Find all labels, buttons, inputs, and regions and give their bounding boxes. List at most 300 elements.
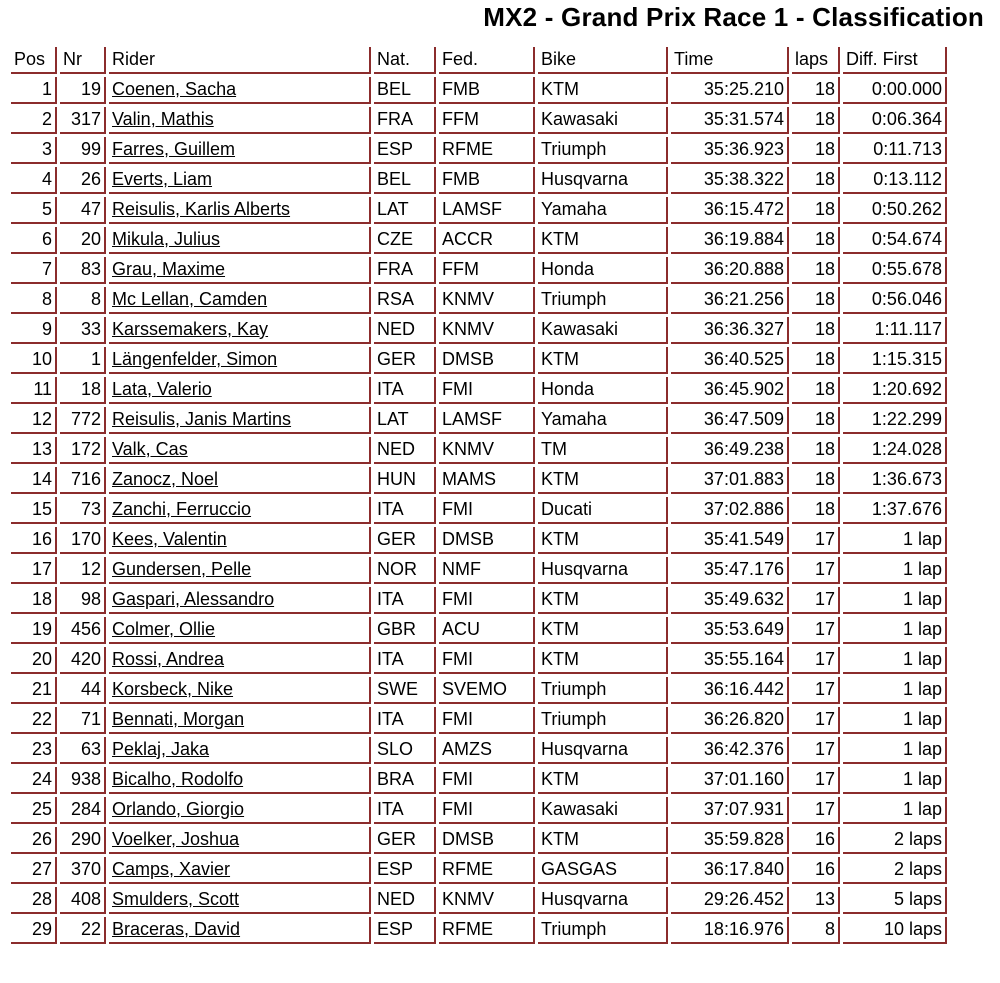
rider-link[interactable]: Zanchi, Ferruccio [112,499,252,519]
rider-link[interactable]: Zanocz, Noel [112,469,219,489]
cell-nat: LAT [374,197,436,224]
cell-laps: 8 [792,917,840,944]
cell-nat: ITA [374,587,436,614]
rider-link[interactable]: Lata, Valerio [112,379,212,399]
cell-pos: 15 [11,497,57,524]
cell-fed: FMI [439,647,535,674]
cell-nr: 44 [60,677,106,704]
rider-link[interactable]: Rossi, Andrea [112,649,225,669]
rider-link[interactable]: Reisulis, Janis Martins [112,409,292,429]
cell-fed: ACCR [439,227,535,254]
cell-laps: 18 [792,107,840,134]
cell-pos: 14 [11,467,57,494]
cell-nat: ITA [374,797,436,824]
table-row [11,587,947,614]
cell-rider [109,317,371,344]
cell-bike: Yamaha [538,197,668,224]
cell-rider [109,917,371,944]
rider-link[interactable]: Coenen, Sacha [112,79,237,99]
table-row [11,887,947,914]
cell-rider [109,347,371,374]
table-header-row [11,47,947,74]
table-row [11,737,947,764]
cell-bike: Yamaha [538,407,668,434]
table-row [11,197,947,224]
rider-link[interactable]: Valin, Mathis [112,109,214,129]
cell-fed: RFME [439,137,535,164]
rider-link[interactable]: Everts, Liam [112,169,213,189]
cell-laps: 16 [792,857,840,884]
cell-nr: 772 [60,407,106,434]
cell-fed: FMI [439,377,535,404]
cell-fed: SVEMO [439,677,535,704]
cell-laps: 13 [792,887,840,914]
cell-nat: ITA [374,497,436,524]
cell-fed: FMB [439,167,535,194]
cell-bike: Husqvarna [538,887,668,914]
rider-link[interactable]: Peklaj, Jaka [112,739,210,759]
cell-rider [109,527,371,554]
cell-diff: 1 lap [843,767,947,794]
cell-laps: 18 [792,137,840,164]
cell-time: 35:31.574 [671,107,789,134]
cell-rider [109,677,371,704]
rider-link[interactable]: Mikula, Julius [112,229,221,249]
cell-nr: 370 [60,857,106,884]
cell-rider [109,767,371,794]
table-row [11,467,947,494]
cell-bike: Kawasaki [538,317,668,344]
table-row [11,857,947,884]
cell-nat: GER [374,347,436,374]
cell-nr: 420 [60,647,106,674]
cell-time: 36:42.376 [671,737,789,764]
cell-nat: FRA [374,257,436,284]
cell-diff: 0:11.713 [843,137,947,164]
cell-bike: GASGAS [538,857,668,884]
table-row [11,827,947,854]
cell-nr: 12 [60,557,106,584]
cell-diff: 1:15.315 [843,347,947,374]
cell-diff: 1:20.692 [843,377,947,404]
cell-nr: 47 [60,197,106,224]
cell-nr: 18 [60,377,106,404]
cell-time: 35:55.164 [671,647,789,674]
cell-pos: 22 [11,707,57,734]
cell-diff: 1 lap [843,617,947,644]
cell-nat: ESP [374,137,436,164]
cell-rider [109,857,371,884]
cell-nat: LAT [374,407,436,434]
cell-fed: AMZS [439,737,535,764]
cell-bike: Honda [538,377,668,404]
cell-nat: ITA [374,647,436,674]
cell-fed: RFME [439,917,535,944]
cell-pos: 27 [11,857,57,884]
column-header-rider: Rider [109,47,371,74]
cell-nr: 408 [60,887,106,914]
table-row [11,767,947,794]
cell-bike: Kawasaki [538,107,668,134]
cell-laps: 18 [792,197,840,224]
cell-bike: Triumph [538,707,668,734]
cell-time: 35:53.649 [671,617,789,644]
cell-time: 37:01.883 [671,467,789,494]
cell-fed: FMI [439,797,535,824]
cell-rider [109,437,371,464]
rider-link[interactable]: Grau, Maxime [112,259,226,279]
cell-nr: 71 [60,707,106,734]
cell-nat: BEL [374,77,436,104]
cell-bike: KTM [538,767,668,794]
cell-fed: FMI [439,497,535,524]
cell-rider [109,107,371,134]
cell-diff: 1 lap [843,647,947,674]
rider-link[interactable]: Voelker, Joshua [112,829,240,849]
rider-link[interactable]: Smulders, Scott [112,889,240,909]
cell-time: 36:15.472 [671,197,789,224]
cell-bike: Triumph [538,137,668,164]
cell-diff: 0:55.678 [843,257,947,284]
cell-time: 36:26.820 [671,707,789,734]
column-header-nat: Nat. [374,47,436,74]
cell-pos: 7 [11,257,57,284]
cell-laps: 18 [792,467,840,494]
cell-fed: RFME [439,857,535,884]
cell-pos: 29 [11,917,57,944]
cell-nat: BRA [374,767,436,794]
cell-pos: 5 [11,197,57,224]
rider-link[interactable]: Kees, Valentin [112,529,227,549]
cell-rider [109,617,371,644]
table-row [11,677,947,704]
cell-nat: FRA [374,107,436,134]
cell-laps: 17 [792,647,840,674]
cell-fed: FMI [439,587,535,614]
table-row [11,227,947,254]
cell-laps: 18 [792,77,840,104]
cell-laps: 18 [792,347,840,374]
cell-nr: 99 [60,137,106,164]
rider-link[interactable]: Karssemakers, Kay [112,319,269,339]
cell-time: 37:02.886 [671,497,789,524]
cell-bike: Triumph [538,917,668,944]
cell-nr: 456 [60,617,106,644]
cell-fed: FMI [439,767,535,794]
cell-time: 35:25.210 [671,77,789,104]
cell-laps: 17 [792,707,840,734]
table-row [11,647,947,674]
cell-fed: DMSB [439,347,535,374]
table-body [11,77,947,944]
cell-laps: 17 [792,737,840,764]
cell-laps: 18 [792,407,840,434]
column-header-diff: Diff. First [843,47,947,74]
cell-rider [109,737,371,764]
cell-nat: NOR [374,557,436,584]
cell-fed: DMSB [439,827,535,854]
cell-pos: 3 [11,137,57,164]
cell-nat: ESP [374,917,436,944]
cell-rider [109,197,371,224]
cell-time: 29:26.452 [671,887,789,914]
cell-pos: 21 [11,677,57,704]
cell-time: 35:49.632 [671,587,789,614]
cell-pos: 2 [11,107,57,134]
cell-rider [109,647,371,674]
cell-time: 35:36.923 [671,137,789,164]
cell-nr: 98 [60,587,106,614]
cell-rider [109,707,371,734]
cell-pos: 24 [11,767,57,794]
cell-time: 35:47.176 [671,557,789,584]
cell-pos: 17 [11,557,57,584]
cell-rider [109,227,371,254]
table-row [11,107,947,134]
cell-nat: HUN [374,467,436,494]
cell-nr: 1 [60,347,106,374]
cell-time: 36:17.840 [671,857,789,884]
cell-rider [109,587,371,614]
cell-rider [109,287,371,314]
cell-nat: CZE [374,227,436,254]
cell-bike: Ducati [538,497,668,524]
cell-bike: KTM [538,587,668,614]
cell-time: 36:20.888 [671,257,789,284]
table-row [11,557,947,584]
cell-rider [109,467,371,494]
cell-laps: 17 [792,557,840,584]
cell-rider [109,137,371,164]
rider-link[interactable]: Korsbeck, Nike [112,679,234,699]
cell-laps: 17 [792,767,840,794]
cell-diff: 1 lap [843,527,947,554]
rider-link[interactable]: Mc Lellan, Camden [112,289,268,309]
table-row [11,617,947,644]
cell-bike: KTM [538,827,668,854]
cell-diff: 0:06.364 [843,107,947,134]
cell-bike: KTM [538,647,668,674]
rider-link[interactable]: Camps, Xavier [112,859,231,879]
cell-rider [109,377,371,404]
cell-bike: Honda [538,257,668,284]
rider-link[interactable]: Reisulis, Karlis Alberts [112,199,291,219]
cell-nat: RSA [374,287,436,314]
cell-laps: 18 [792,317,840,344]
cell-nat: SWE [374,677,436,704]
cell-nr: 290 [60,827,106,854]
cell-laps: 18 [792,227,840,254]
cell-diff: 1 lap [843,737,947,764]
cell-diff: 0:00.000 [843,77,947,104]
cell-diff: 1 lap [843,587,947,614]
cell-bike: TM [538,437,668,464]
cell-pos: 8 [11,287,57,314]
cell-time: 37:07.931 [671,797,789,824]
cell-rider [109,557,371,584]
rider-link[interactable]: Längenfelder, Simon [112,349,278,369]
cell-nat: GBR [374,617,436,644]
cell-fed: NMF [439,557,535,584]
cell-laps: 17 [792,677,840,704]
cell-pos: 19 [11,617,57,644]
cell-diff: 0:13.112 [843,167,947,194]
cell-nat: ITA [374,377,436,404]
cell-time: 36:21.256 [671,287,789,314]
cell-time: 36:45.902 [671,377,789,404]
table-row [11,287,947,314]
cell-bike: KTM [538,347,668,374]
cell-fed: FMB [439,77,535,104]
table-row [11,707,947,734]
cell-time: 35:59.828 [671,827,789,854]
cell-nr: 22 [60,917,106,944]
cell-nat: NED [374,317,436,344]
cell-nr: 73 [60,497,106,524]
classification-table [8,44,950,947]
cell-pos: 6 [11,227,57,254]
cell-fed: DMSB [439,527,535,554]
cell-pos: 28 [11,887,57,914]
rider-link[interactable]: Gaspari, Alessandro [112,589,275,609]
table-row [11,77,947,104]
table-row [11,407,947,434]
cell-nr: 938 [60,767,106,794]
page-title: MX2 - Grand Prix Race 1 - Classification [483,2,984,32]
cell-diff: 1 lap [843,797,947,824]
rider-link[interactable]: Orlando, Giorgio [112,799,245,819]
cell-nr: 83 [60,257,106,284]
cell-nat: NED [374,887,436,914]
cell-fed: FMI [439,707,535,734]
cell-diff: 5 laps [843,887,947,914]
cell-rider [109,407,371,434]
cell-laps: 18 [792,377,840,404]
cell-fed: FFM [439,107,535,134]
cell-laps: 17 [792,797,840,824]
cell-diff: 0:54.674 [843,227,947,254]
cell-time: 35:41.549 [671,527,789,554]
cell-rider [109,257,371,284]
cell-nr: 170 [60,527,106,554]
cell-fed: KNMV [439,887,535,914]
cell-nr: 8 [60,287,106,314]
cell-diff: 2 laps [843,857,947,884]
cell-bike: Husqvarna [538,737,668,764]
cell-rider [109,827,371,854]
cell-bike: Husqvarna [538,557,668,584]
cell-laps: 17 [792,617,840,644]
cell-laps: 17 [792,587,840,614]
cell-bike: KTM [538,617,668,644]
cell-pos: 18 [11,587,57,614]
cell-bike: Triumph [538,677,668,704]
column-header-pos: Pos [11,47,57,74]
cell-diff: 0:50.262 [843,197,947,224]
rider-link[interactable]: Valk, Cas [112,439,188,459]
cell-rider [109,887,371,914]
cell-fed: ACU [439,617,535,644]
rider-link[interactable]: Bennati, Morgan [112,709,245,729]
cell-laps: 18 [792,497,840,524]
cell-pos: 11 [11,377,57,404]
cell-rider [109,497,371,524]
table-row [11,917,947,944]
cell-diff: 10 laps [843,917,947,944]
cell-bike: Triumph [538,287,668,314]
cell-pos: 13 [11,437,57,464]
cell-time: 36:19.884 [671,227,789,254]
cell-laps: 16 [792,827,840,854]
cell-nr: 172 [60,437,106,464]
cell-nr: 20 [60,227,106,254]
table-row [11,167,947,194]
cell-nr: 26 [60,167,106,194]
cell-time: 36:49.238 [671,437,789,464]
cell-diff: 2 laps [843,827,947,854]
cell-diff: 1:24.028 [843,437,947,464]
cell-time: 35:38.322 [671,167,789,194]
cell-rider [109,167,371,194]
cell-pos: 26 [11,827,57,854]
table-row [11,257,947,284]
cell-nat: GER [374,827,436,854]
cell-time: 36:40.525 [671,347,789,374]
cell-fed: KNMV [439,317,535,344]
column-header-laps: laps [792,47,840,74]
cell-nat: NED [374,437,436,464]
cell-bike: KTM [538,77,668,104]
cell-laps: 17 [792,527,840,554]
cell-fed: FFM [439,257,535,284]
rider-link[interactable]: Bicalho, Rodolfo [112,769,244,789]
rider-link[interactable]: Braceras, David [112,919,241,939]
cell-fed: LAMSF [439,407,535,434]
cell-nr: 716 [60,467,106,494]
table-row [11,137,947,164]
table-row [11,497,947,524]
cell-time: 37:01.160 [671,767,789,794]
cell-time: 18:16.976 [671,917,789,944]
table-row [11,347,947,374]
cell-diff: 0:56.046 [843,287,947,314]
cell-laps: 18 [792,167,840,194]
cell-bike: Kawasaki [538,797,668,824]
cell-rider [109,797,371,824]
cell-nr: 317 [60,107,106,134]
cell-diff: 1 lap [843,707,947,734]
cell-nat: ESP [374,857,436,884]
rider-link[interactable]: Colmer, Ollie [112,619,216,639]
rider-link[interactable]: Gundersen, Pelle [112,559,252,579]
cell-time: 36:47.509 [671,407,789,434]
rider-link[interactable]: Farres, Guillem [112,139,236,159]
cell-fed: KNMV [439,287,535,314]
cell-fed: MAMS [439,467,535,494]
cell-nr: 33 [60,317,106,344]
column-header-nr: Nr [60,47,106,74]
cell-nat: ITA [374,707,436,734]
cell-nat: SLO [374,737,436,764]
cell-nat: GER [374,527,436,554]
table-row [11,377,947,404]
cell-pos: 1 [11,77,57,104]
table-row [11,797,947,824]
column-header-time: Time [671,47,789,74]
cell-diff: 1:22.299 [843,407,947,434]
cell-time: 36:36.327 [671,317,789,344]
cell-nat: BEL [374,167,436,194]
